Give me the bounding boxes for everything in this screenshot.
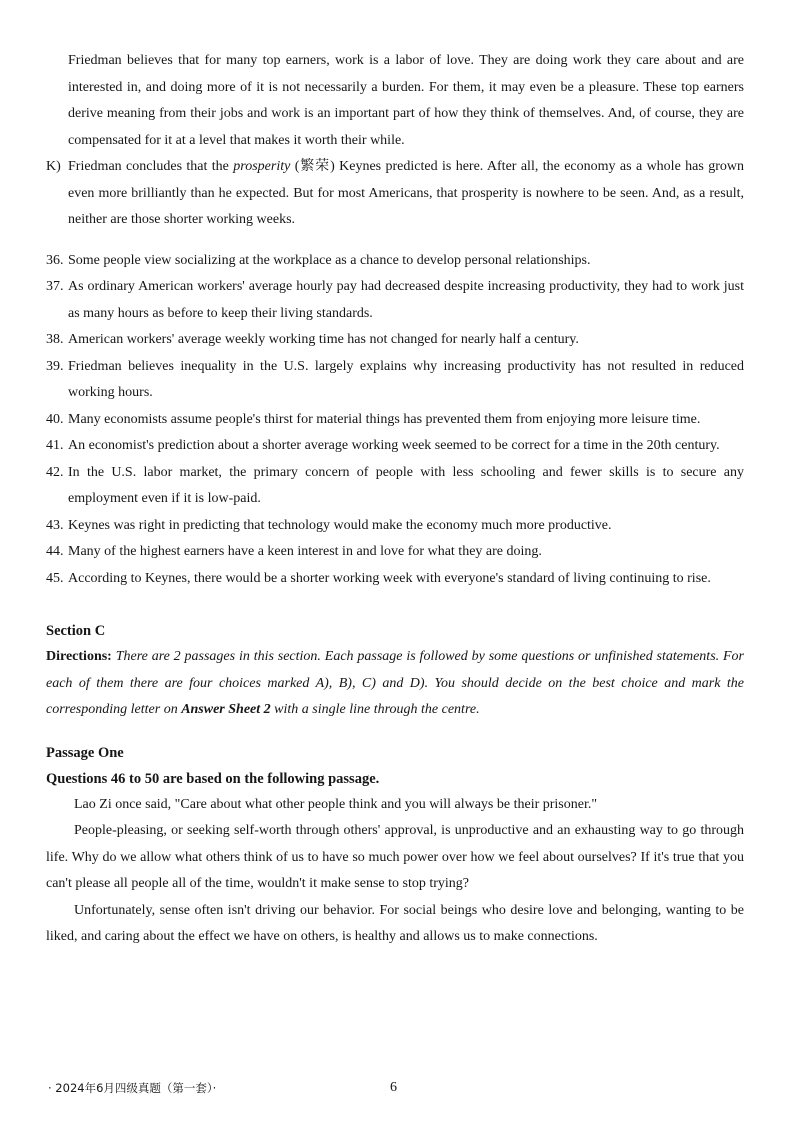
question-item: [46, 566, 744, 593]
question-text: Friedman believes inequality in the U.S. largely explains why increasing productivity has not resulted in reduced working hours.: [68, 358, 744, 400]
question-item: [46, 327, 744, 354]
question-number: 44.: [46, 544, 64, 559]
page-footer: [48, 1080, 748, 1100]
passage-paragraph: People-pleasing, or seeking self-worth through others' approval, is unproductive and an exhausting way to go through life. Why do we allow what others think of us to have so much power over how we feel about ourselves? If it's true that you can't please all people all of the time, wouldn't it make sense to stop trying?: [46, 823, 744, 891]
question-text: An economist's prediction about a shorter average working week seemed to be correct for a time in the 20th century.: [68, 438, 720, 453]
question-number: 41.: [46, 438, 64, 453]
question-item: [46, 274, 744, 327]
passage-paragraph: Unfortunately, sense often isn't driving our behavior. For social beings who desire love and belonging, wanting to be liked, and caring about the effect we have on others, is healthy and allows us to make connections.: [46, 902, 744, 944]
paragraph-k-text-after: Keynes predicted is here. After all, the economy as a whole has grown even more brilliantly than he expected. But for most Americans, that prosperity is nowhere to be seen. And, as a result, neither are those shorter working weeks.: [68, 159, 745, 227]
exam-label: · 2024年6月四级真题（第一套）·: [48, 1081, 217, 1095]
question-number: 37.: [46, 279, 64, 294]
question-item: [46, 407, 744, 434]
directions-text: There are 2 passages in this section. Each passage is followed by some questions or unfinished statements. For each of them there are four choices marked A), B), C) and D). You should decide on the best choice and mark the corresponding letter on: [46, 649, 744, 717]
question-item: [46, 248, 744, 275]
question-text: Many economists assume people's thirst for material things has prevented them from enjoying more leisure time.: [68, 411, 701, 427]
question-text: As ordinary American workers' average hourly pay had decreased despite increasing productivity, they had to work just as many hours as before to keep their living standards.: [68, 279, 744, 321]
question-number: 36.: [46, 252, 64, 268]
question-number: 43.: [46, 517, 64, 533]
question-item: [46, 460, 744, 513]
question-text: In the U.S. labor market, the primary concern of people with less schooling and fewer skills is to secure any employment even if it is low-paid.: [68, 464, 744, 506]
passage-paragraph: Lao Zi once said, "Care about what other people think and you will always be their prisoner.": [74, 796, 598, 812]
question-text: Keynes was right in predicting that technology would make the economy much more productive.: [68, 517, 612, 533]
question-item: [46, 354, 744, 407]
directions-text-end: with a single line through the centre.: [270, 702, 480, 717]
paragraph-k-text-before: Friedman concludes that the: [68, 159, 234, 174]
section-c-directions: [46, 644, 744, 724]
answer-sheet-reference: Answer Sheet 2: [181, 702, 271, 717]
paragraph-label: K): [46, 159, 61, 174]
passage-one-subtitle: Questions 46 to 50 are based on the following passage.: [46, 770, 380, 787]
question-text: Many of the highest earners have a keen interest in and love for what they are doing.: [68, 544, 542, 559]
question-text: American workers' average weekly working time has not changed for nearly half a century.: [68, 332, 579, 347]
passage-one-title: Passage One: [46, 744, 124, 761]
paragraph-k-gloss: (繁荣): [290, 159, 335, 174]
section-c-title: Section C: [46, 623, 106, 639]
question-text: According to Keynes, there would be a shorter working week with everyone's standard of living continuing to rise.: [68, 570, 711, 586]
passage-paragraph-j-continued: Friedman believes that for many top earners, work is a labor of love. They are doing work they care about and are interested in, and doing more of it is not necessarily a burden. For them, it may even be a pleasure. These top earners derive meaning from their jobs and work is an important part of how they think of themselves. And, of course, they are compensated for it at a level that makes it worth their while.: [68, 53, 744, 148]
question-number: 38.: [46, 332, 64, 347]
question-item: [46, 539, 744, 566]
paragraph-k-italic-term: prosperity: [233, 159, 291, 174]
question-number: 42.: [46, 464, 64, 480]
question-item: [46, 433, 744, 460]
question-text: Some people view socializing at the workplace as a chance to develop personal relationships.: [68, 252, 591, 268]
question-number: 40.: [46, 411, 64, 427]
passage-paragraph-k: [46, 154, 744, 234]
page-content: [46, 48, 744, 951]
directions-label: Directions:: [46, 649, 112, 664]
page-number: 6: [390, 1080, 397, 1095]
question-number: 39.: [46, 358, 64, 374]
question-number: 45.: [46, 570, 64, 586]
matching-questions-list: [46, 248, 744, 593]
question-item: [46, 513, 744, 540]
